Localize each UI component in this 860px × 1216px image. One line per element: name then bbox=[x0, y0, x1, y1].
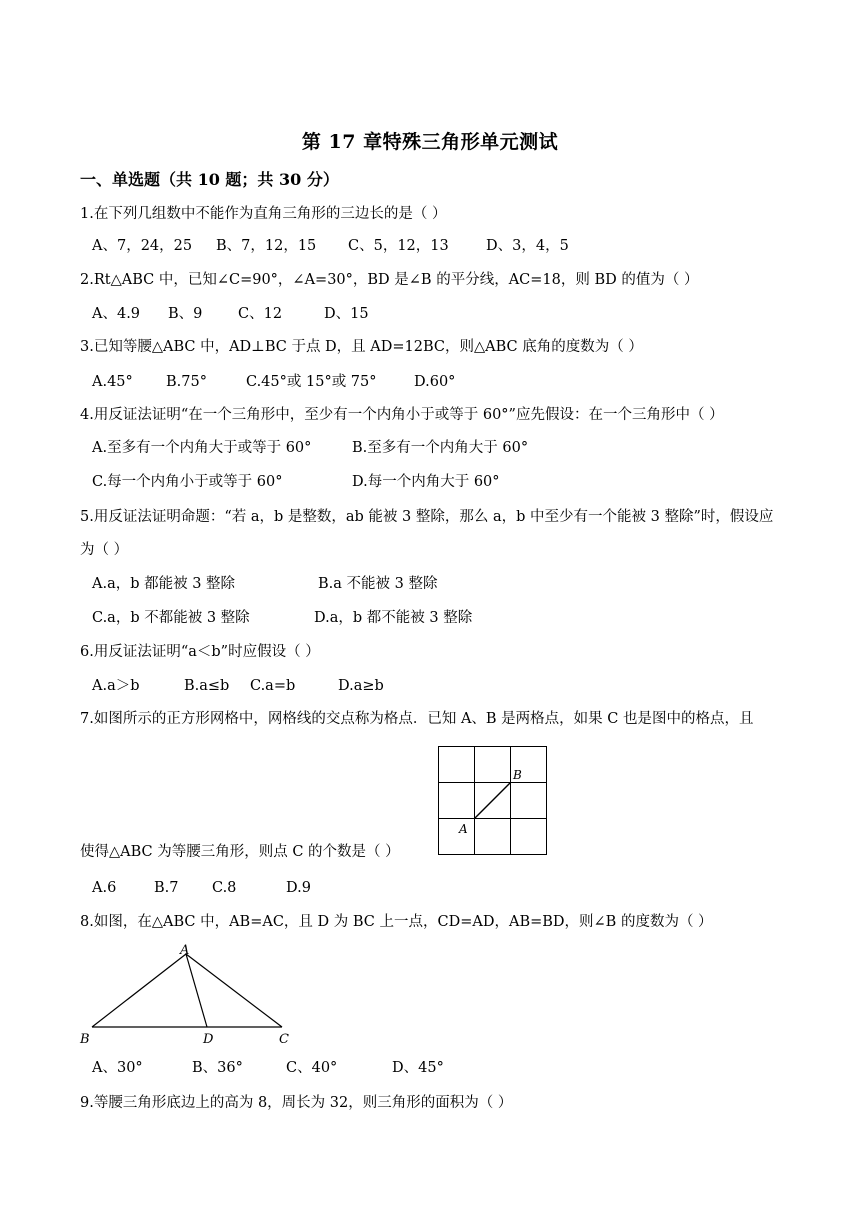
question-6-option-b: B.a≤b bbox=[184, 678, 230, 694]
question-8-option-a: A、30° bbox=[92, 1060, 143, 1076]
question-3-stem: 3.已知等腰△ABC 中，AD⊥BC 于点 D，且 AD=12BC，则△ABC 底角的度数为（ ） bbox=[80, 339, 643, 355]
question-7-option-a: A.6 bbox=[92, 880, 117, 896]
question-2-option-a: A、4.9 bbox=[92, 306, 141, 322]
section-heading: 一、单选题（共 10 题；共 30 分） bbox=[80, 170, 339, 189]
question-3-option-c: C.45°或 15°或 75° bbox=[246, 374, 377, 390]
question-8-stem: 8.如图，在△ABC 中，AB=AC，且 D 为 BC 上一点，CD=AD，AB=BD，则∠B 的度数为（ ） bbox=[80, 914, 713, 930]
question-4-option-b: B.至多有一个内角大于 60° bbox=[352, 440, 529, 456]
question-8-option-d: D、45° bbox=[392, 1060, 444, 1076]
question-2-option-b: B、9 bbox=[168, 306, 203, 322]
question-2-option-c: C、12 bbox=[238, 306, 283, 322]
question-7-option-c: C.8 bbox=[212, 880, 237, 896]
question-7-stem-continued: 使得△ABC 为等腰三角形，则点 C 的个数是（ ） bbox=[80, 844, 400, 860]
question-4-stem: 4.用反证法证明“在一个三角形中，至少有一个内角小于或等于 60°”应先假设：在一个三角形中（ ） bbox=[80, 407, 724, 423]
vertex-label-b: B bbox=[80, 1032, 90, 1047]
question-5-option-b: B.a 不能被 3 整除 bbox=[318, 576, 438, 592]
question-6-option-c: C.a=b bbox=[250, 678, 296, 694]
question-1-option-d: D、3，4，5 bbox=[486, 238, 569, 254]
question-5-option-a: A.a，b 都能被 3 整除 bbox=[92, 576, 236, 592]
question-7-stem: 7.如图所示的正方形网格中，网格线的交点称为格点．已知 A、B 是两格点，如果 C 也是图中的格点，且 bbox=[80, 711, 754, 727]
question-5-stem-continued: 为（ ） bbox=[80, 542, 129, 558]
question-9-stem: 9.等腰三角形底边上的高为 8，周长为 32，则三角形的面积为（ ） bbox=[80, 1095, 513, 1111]
question-1-option-b: B、7，12，15 bbox=[216, 238, 317, 254]
question-6-stem: 6.用反证法证明“a＜b”时应假设（ ） bbox=[80, 644, 320, 660]
question-2-option-d: D、15 bbox=[324, 306, 369, 322]
question-7-option-d: D.9 bbox=[286, 880, 311, 896]
question-4-option-a: A.至多有一个内角大于或等于 60° bbox=[92, 440, 312, 456]
question-7-grid-figure bbox=[438, 746, 548, 856]
question-4-option-d: D.每一个内角大于 60° bbox=[352, 474, 500, 490]
question-6-option-a: A.a＞b bbox=[92, 678, 140, 694]
question-8-option-b: B、36° bbox=[192, 1060, 243, 1076]
question-5-option-d: D.a，b 都不能被 3 整除 bbox=[314, 610, 473, 626]
question-7-option-b: B.7 bbox=[154, 880, 179, 896]
question-3-option-b: B.75° bbox=[166, 374, 207, 390]
vertex-label-c: C bbox=[279, 1032, 289, 1047]
question-8-option-c: C、40° bbox=[286, 1060, 338, 1076]
vertex-label-a: A bbox=[180, 943, 190, 958]
question-3-option-a: A.45° bbox=[92, 374, 133, 390]
question-5-option-c: C.a，b 不都能被 3 整除 bbox=[92, 610, 250, 626]
question-1-option-c: C、5，12，13 bbox=[348, 238, 449, 254]
question-5-stem: 5.用反证法证明命题：“若 a，b 是整数，ab 能被 3 整除，那么 a，b 中至少有一个能被 3 整除”时，假设应 bbox=[80, 509, 774, 525]
question-8-triangle-figure bbox=[76, 940, 298, 1048]
question-2-stem: 2.Rt△ABC 中，已知∠C=90°，∠A=30°，BD 是∠B 的平分线，AC=18，则 BD 的值为（ ） bbox=[80, 272, 699, 288]
page-title: 第 17 章特殊三角形单元测试 bbox=[301, 131, 559, 153]
vertex-label-d: D bbox=[203, 1032, 214, 1047]
question-4-option-c: C.每一个内角小于或等于 60° bbox=[92, 474, 283, 490]
question-1-stem: 1.在下列几组数中不能作为直角三角形的三边长的是（ ） bbox=[80, 206, 447, 222]
question-3-option-d: D.60° bbox=[414, 374, 456, 390]
point-label-a: A bbox=[459, 822, 468, 836]
question-1-option-a: A、7，24，25 bbox=[92, 238, 193, 254]
point-label-b: B bbox=[513, 768, 522, 782]
question-6-option-d: D.a≥b bbox=[338, 678, 384, 694]
